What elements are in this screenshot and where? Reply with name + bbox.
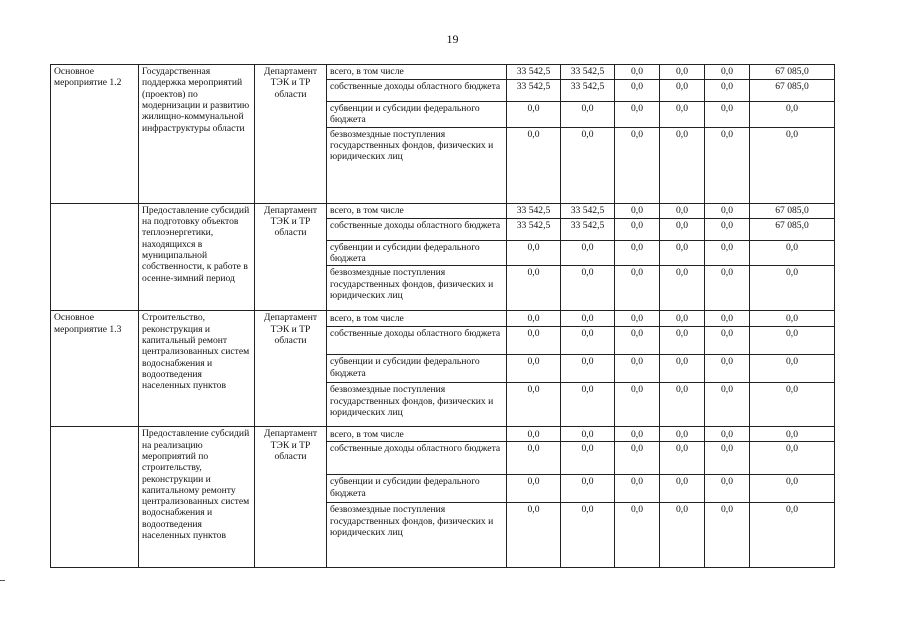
amount-cell: 0,0 [750,475,835,503]
amount-cell: 0,0 [615,102,660,128]
table-row [51,203,835,218]
amount-cell: 0,0 [561,427,615,442]
amount-cell: 67 085,0 [750,65,835,80]
amount-cell: 33 542,5 [561,80,615,102]
amount-cell: 0,0 [615,311,660,327]
funding-source-cell: всего, в том числе [327,65,507,80]
amount-cell: 0,0 [660,240,705,266]
amount-cell: 0,0 [660,266,705,311]
amount-cell: 0,0 [615,266,660,311]
amount-cell: 0,0 [660,65,705,80]
amount-cell: 0,0 [750,102,835,128]
amount-cell: 0,0 [705,240,750,266]
amount-cell: 0,0 [705,427,750,442]
funding-source-cell: собственные доходы областного бюджета [327,442,507,475]
amount-cell: 0,0 [507,355,561,383]
funding-source-cell: субвенции и субсидии федерального бюджета [327,355,507,383]
funding-source-cell: безвозмездные поступления государственных фондов, физических и юридических лиц [327,383,507,427]
amount-cell: 0,0 [507,102,561,128]
amount-cell: 0,0 [615,327,660,355]
funding-source-cell: всего, в том числе [327,311,507,327]
amount-cell: 0,0 [507,475,561,503]
amount-cell: 0,0 [507,327,561,355]
amount-cell: 0,0 [750,442,835,475]
amount-cell: 0,0 [750,311,835,327]
executor-cell: Департамент ТЭК и ТР области [255,203,327,311]
amount-cell: 33 542,5 [561,65,615,80]
amount-cell: 0,0 [705,266,750,311]
amount-cell: 0,0 [705,65,750,80]
amount-cell: 0,0 [705,383,750,427]
amount-cell: 0,0 [705,80,750,102]
amount-cell: 0,0 [561,102,615,128]
amount-cell: 0,0 [507,383,561,427]
amount-cell: 0,0 [660,218,705,240]
amount-cell: 67 085,0 [750,80,835,102]
amount-cell: 0,0 [750,266,835,311]
amount-cell: 0,0 [561,311,615,327]
amount-cell: 0,0 [660,442,705,475]
amount-cell: 0,0 [615,383,660,427]
amount-cell: 0,0 [660,327,705,355]
executor-cell: Департамент ТЭК и ТР области [255,427,327,568]
amount-cell: 0,0 [660,383,705,427]
amount-cell: 0,0 [615,355,660,383]
amount-cell: 0,0 [615,80,660,102]
amount-cell: 0,0 [561,475,615,503]
amount-cell: 0,0 [507,442,561,475]
amount-cell: 0,0 [507,311,561,327]
amount-cell: 0,0 [507,503,561,568]
amount-cell: 0,0 [705,311,750,327]
amount-cell: 0,0 [615,127,660,203]
activity-code-cell [51,203,139,311]
amount-cell: 67 085,0 [750,203,835,218]
table-row [51,65,835,80]
amount-cell: 0,0 [615,65,660,80]
amount-cell: 0,0 [507,240,561,266]
funding-source-cell: собственные доходы областного бюджета [327,218,507,240]
amount-cell: 0,0 [561,327,615,355]
amount-cell: 0,0 [660,127,705,203]
amount-cell: 0,0 [615,475,660,503]
amount-cell: 0,0 [660,503,705,568]
amount-cell: 0,0 [750,355,835,383]
amount-cell: 0,0 [705,327,750,355]
amount-cell: 0,0 [561,442,615,475]
amount-cell: 0,0 [705,442,750,475]
amount-cell: 0,0 [750,427,835,442]
amount-cell: 33 542,5 [561,218,615,240]
amount-cell: 33 542,5 [507,218,561,240]
funding-source-cell: собственные доходы областного бюджета [327,80,507,102]
amount-cell: 67 085,0 [750,218,835,240]
activity-name-cell: Государственная поддержка мероприятий (проектов) по модернизации и развитию жилищно-коммунальной инфраструктуры области [139,65,255,204]
funding-source-cell: собственные доходы областного бюджета [327,327,507,355]
activity-code-cell: Основное мероприятие 1.3 [51,311,139,427]
amount-cell: 0,0 [705,203,750,218]
amount-cell: 0,0 [561,266,615,311]
amount-cell: 0,0 [705,475,750,503]
table-row [51,311,835,327]
page-number: 19 [446,32,459,46]
amount-cell: 0,0 [750,127,835,203]
amount-cell: 0,0 [705,218,750,240]
amount-cell: 0,0 [660,475,705,503]
amount-cell: 0,0 [615,442,660,475]
amount-cell: 33 542,5 [561,203,615,218]
activity-name-cell: Строительство, реконструкция и капитальный ремонт централизованных систем водоснабжения и водоотведения населенных пунктов [139,311,255,427]
amount-cell: 0,0 [750,383,835,427]
budget-table [50,64,835,568]
amount-cell: 0,0 [561,383,615,427]
amount-cell: 0,0 [615,240,660,266]
amount-cell: 0,0 [561,127,615,203]
activity-name-cell: Предоставление субсидий на подготовку объектов теплоэнергетики, находящихся в муниципальной собственности, к работе в осенне-зимний период [139,203,255,311]
scan-mark [0,580,5,581]
amount-cell: 0,0 [705,102,750,128]
amount-cell: 0,0 [615,503,660,568]
amount-cell: 0,0 [507,127,561,203]
funding-source-cell: безвозмездные поступления государственных фондов, физических и юридических лиц [327,503,507,568]
funding-source-cell: всего, в том числе [327,427,507,442]
amount-cell: 0,0 [660,102,705,128]
amount-cell: 0,0 [561,240,615,266]
executor-cell: Департамент ТЭК и ТР области [255,65,327,204]
funding-source-cell: субвенции и субсидии федерального бюджета [327,475,507,503]
activity-code-cell: Основное мероприятие 1.2 [51,65,139,204]
executor-cell: Департамент ТЭК и ТР области [255,311,327,427]
activity-code-cell [51,427,139,568]
amount-cell: 0,0 [705,503,750,568]
table-row [51,427,835,442]
amount-cell: 0,0 [507,266,561,311]
amount-cell: 0,0 [615,427,660,442]
amount-cell: 0,0 [615,203,660,218]
amount-cell: 0,0 [660,311,705,327]
amount-cell: 33 542,5 [507,65,561,80]
amount-cell: 0,0 [750,503,835,568]
funding-source-cell: субвенции и субсидии федерального бюджета [327,102,507,128]
funding-source-cell: безвозмездные поступления государственных фондов, физических и юридических лиц [327,127,507,203]
amount-cell: 0,0 [705,127,750,203]
amount-cell: 0,0 [660,355,705,383]
amount-cell: 0,0 [750,240,835,266]
funding-source-cell: субвенции и субсидии федерального бюджета [327,240,507,266]
amount-cell: 0,0 [561,503,615,568]
amount-cell: 0,0 [660,203,705,218]
amount-cell: 0,0 [750,327,835,355]
activity-name-cell: Предоставление субсидий на реализацию мероприятий по строительству, реконструкции и капитальному ремонту централизованных систем водоснабжения и водоотведения населенных пунктов [139,427,255,568]
amount-cell: 0,0 [660,80,705,102]
amount-cell: 0,0 [507,427,561,442]
amount-cell: 33 542,5 [507,203,561,218]
amount-cell: 0,0 [705,355,750,383]
amount-cell: 0,0 [561,355,615,383]
amount-cell: 33 542,5 [507,80,561,102]
amount-cell: 0,0 [660,427,705,442]
funding-source-cell: всего, в том числе [327,203,507,218]
funding-source-cell: безвозмездные поступления государственных фондов, физических и юридических лиц [327,266,507,311]
amount-cell: 0,0 [615,218,660,240]
